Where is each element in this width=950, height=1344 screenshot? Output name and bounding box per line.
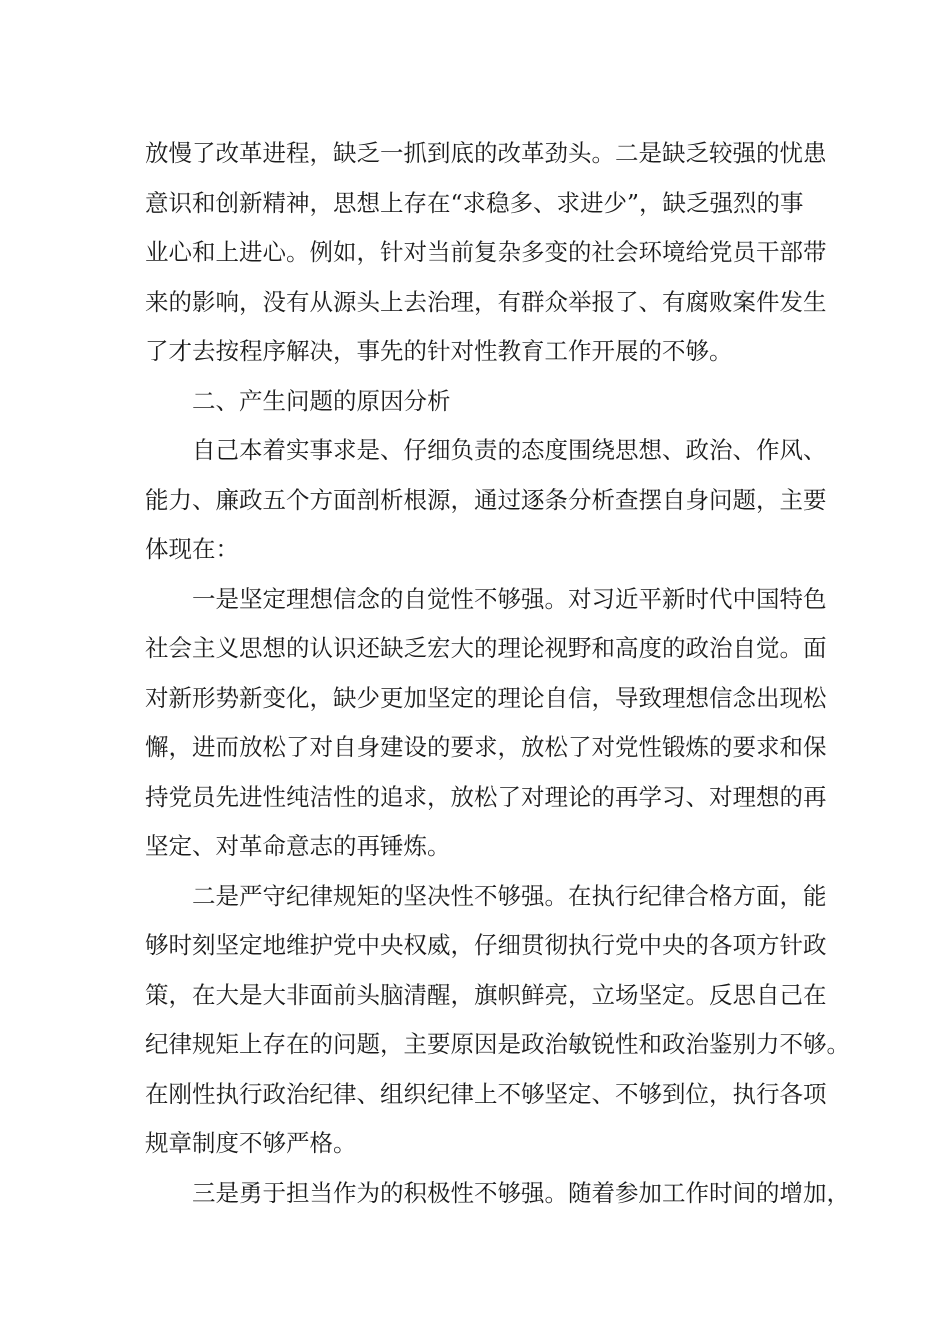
text-line: 纪律规矩上存在的问题，主要原因是政治敏锐性和政治鉴别力不够。 [145, 1030, 850, 1058]
text-line: 在刚性执行政治纪律、组织纪律上不够坚定、不够到位，执行各项 [145, 1080, 827, 1108]
text-line: 体现在： [145, 535, 239, 563]
text-line: 够时刻坚定地维护党中央权威，仔细贯彻执行党中央的各项方针政 [145, 931, 827, 959]
text-line: 持党员先进性纯洁性的追求，放松了对理论的再学习、对理想的再 [145, 783, 827, 811]
text-line: 放慢了改革进程，缺乏一抓到底的改革劲头。二是缺乏较强的忧患 [145, 139, 827, 167]
text-line: 能力、廉政五个方面剖析根源，通过逐条分析查摆自身问题，主要 [145, 486, 827, 514]
text-line: 意识和创新精神，思想上存在“求稳多、求进少”，缺乏强烈的事 [145, 189, 804, 217]
text-line: 社会主义思想的认识还缺乏宏大的理论视野和高度的政治自觉。面 [145, 634, 827, 662]
section-heading: 二、产生问题的原因分析 [192, 387, 451, 415]
text-line: 了才去按程序解决，事先的针对性教育工作开展的不够。 [145, 337, 733, 365]
text-line: 一是坚定理想信念的自觉性不够强。对习近平新时代中国特色 [192, 585, 827, 613]
text-line: 策，在大是大非面前头脑清醒，旗帜鲜亮，立场坚定。反思自己在 [145, 981, 827, 1009]
text-line: 三是勇于担当作为的积极性不够强。随着参加工作时间的增加， [192, 1179, 850, 1207]
text-line: 懈，进而放松了对自身建设的要求，放松了对党性锻炼的要求和保 [145, 733, 827, 761]
text-line: 二是严守纪律规矩的坚决性不够强。在执行纪律合格方面，能 [192, 882, 827, 910]
text-line: 业心和上进心。例如，针对当前复杂多变的社会环境给党员干部带 [145, 238, 827, 266]
text-line: 自己本着实事求是、仔细负责的态度围绕思想、政治、作风、 [192, 436, 827, 464]
text-line: 规章制度不够严格。 [145, 1129, 357, 1157]
text-line: 坚定、对革命意志的再锤炼。 [145, 832, 451, 860]
text-line: 来的影响，没有从源头上去治理，有群众举报了、有腐败案件发生 [145, 288, 827, 316]
text-line: 对新形势新变化，缺少更加坚定的理论自信，导致理想信念出现松 [145, 684, 827, 712]
